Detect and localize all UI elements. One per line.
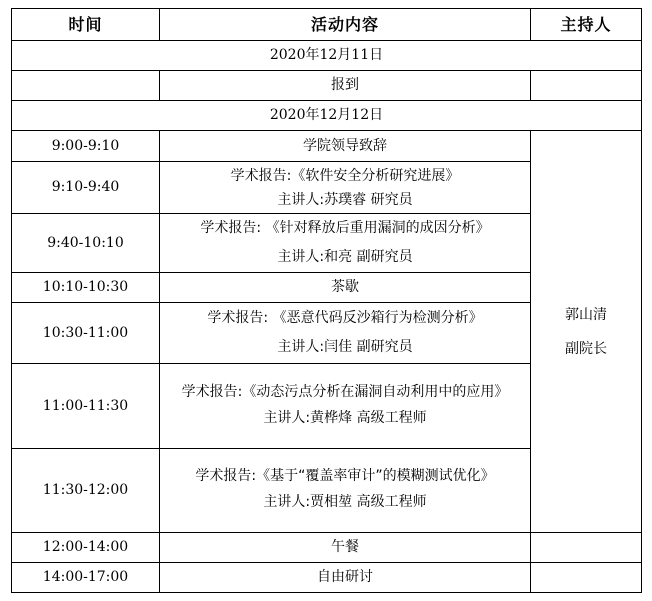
- date-day1: 2020年12月11日: [12, 41, 642, 71]
- time-cell: 11:00-11:30: [12, 364, 160, 449]
- report-title: 学术报告:《动态污点分析在漏洞自动利用中的应用》: [181, 383, 509, 400]
- time-cell: 10:30-11:00: [12, 303, 160, 364]
- report-speaker: 主讲人:贾相堃 高级工程师: [263, 494, 427, 510]
- report-title: 学术报告:《基于“覆盖率审计”的模糊测试优化》: [195, 468, 495, 484]
- activity-cell: 午餐: [160, 533, 531, 563]
- time-cell: 10:10-10:30: [12, 273, 160, 303]
- host-title: 副院长: [565, 340, 607, 357]
- time-cell: 9:40-10:10: [12, 214, 160, 273]
- table-row: [12, 131, 642, 162]
- activity-cell: [160, 303, 531, 364]
- date-row-1: [12, 41, 642, 71]
- report-speaker: 主讲人:和亮 副研究员: [277, 249, 413, 265]
- host-cell: [531, 533, 642, 563]
- report-title: 学术报告:《软件安全分析研究进展》: [230, 167, 460, 184]
- report-title: 学术报告: 《针对释放后重用漏洞的成因分析》: [200, 220, 490, 236]
- header-time: 时间: [12, 9, 160, 41]
- report-title: 学术报告: 《恶意代码反沙箱行为检测分析》: [207, 310, 483, 326]
- report-speaker: 主讲人:黄桦烽 高级工程师: [263, 409, 427, 426]
- report-speaker: 主讲人:苏璞睿 研究员: [277, 191, 413, 208]
- time-cell: 9:00-9:10: [12, 131, 160, 162]
- activity-cell: [160, 214, 531, 273]
- activity-cell: [160, 449, 531, 533]
- date-row-2: [12, 101, 642, 131]
- table-row: [12, 71, 642, 101]
- activity-cell: [160, 162, 531, 214]
- date-day2: 2020年12月12日: [12, 101, 642, 131]
- activity-cell: [160, 364, 531, 449]
- activity-cell: 报到: [160, 71, 531, 101]
- report-speaker: 主讲人:闫佳 副研究员: [277, 339, 413, 355]
- activity-cell: 茶歇: [160, 273, 531, 303]
- host-cell: [531, 563, 642, 593]
- time-cell: [12, 71, 160, 101]
- host-name: 郭山清: [565, 306, 607, 323]
- table-row: [12, 533, 642, 563]
- time-cell: 14:00-17:00: [12, 563, 160, 593]
- table-row: [12, 563, 642, 593]
- host-cell: [531, 71, 642, 101]
- time-cell: 9:10-9:40: [12, 162, 160, 214]
- time-cell: 12:00-14:00: [12, 533, 160, 563]
- schedule-table: [11, 8, 642, 593]
- host-cell: [531, 131, 642, 533]
- header-activity: 活动内容: [160, 9, 531, 41]
- header-row: [12, 9, 642, 41]
- activity-cell: 学院领导致辞: [160, 131, 531, 162]
- header-host: 主持人: [531, 9, 642, 41]
- activity-cell: 自由研讨: [160, 563, 531, 593]
- time-cell: 11:30-12:00: [12, 449, 160, 533]
